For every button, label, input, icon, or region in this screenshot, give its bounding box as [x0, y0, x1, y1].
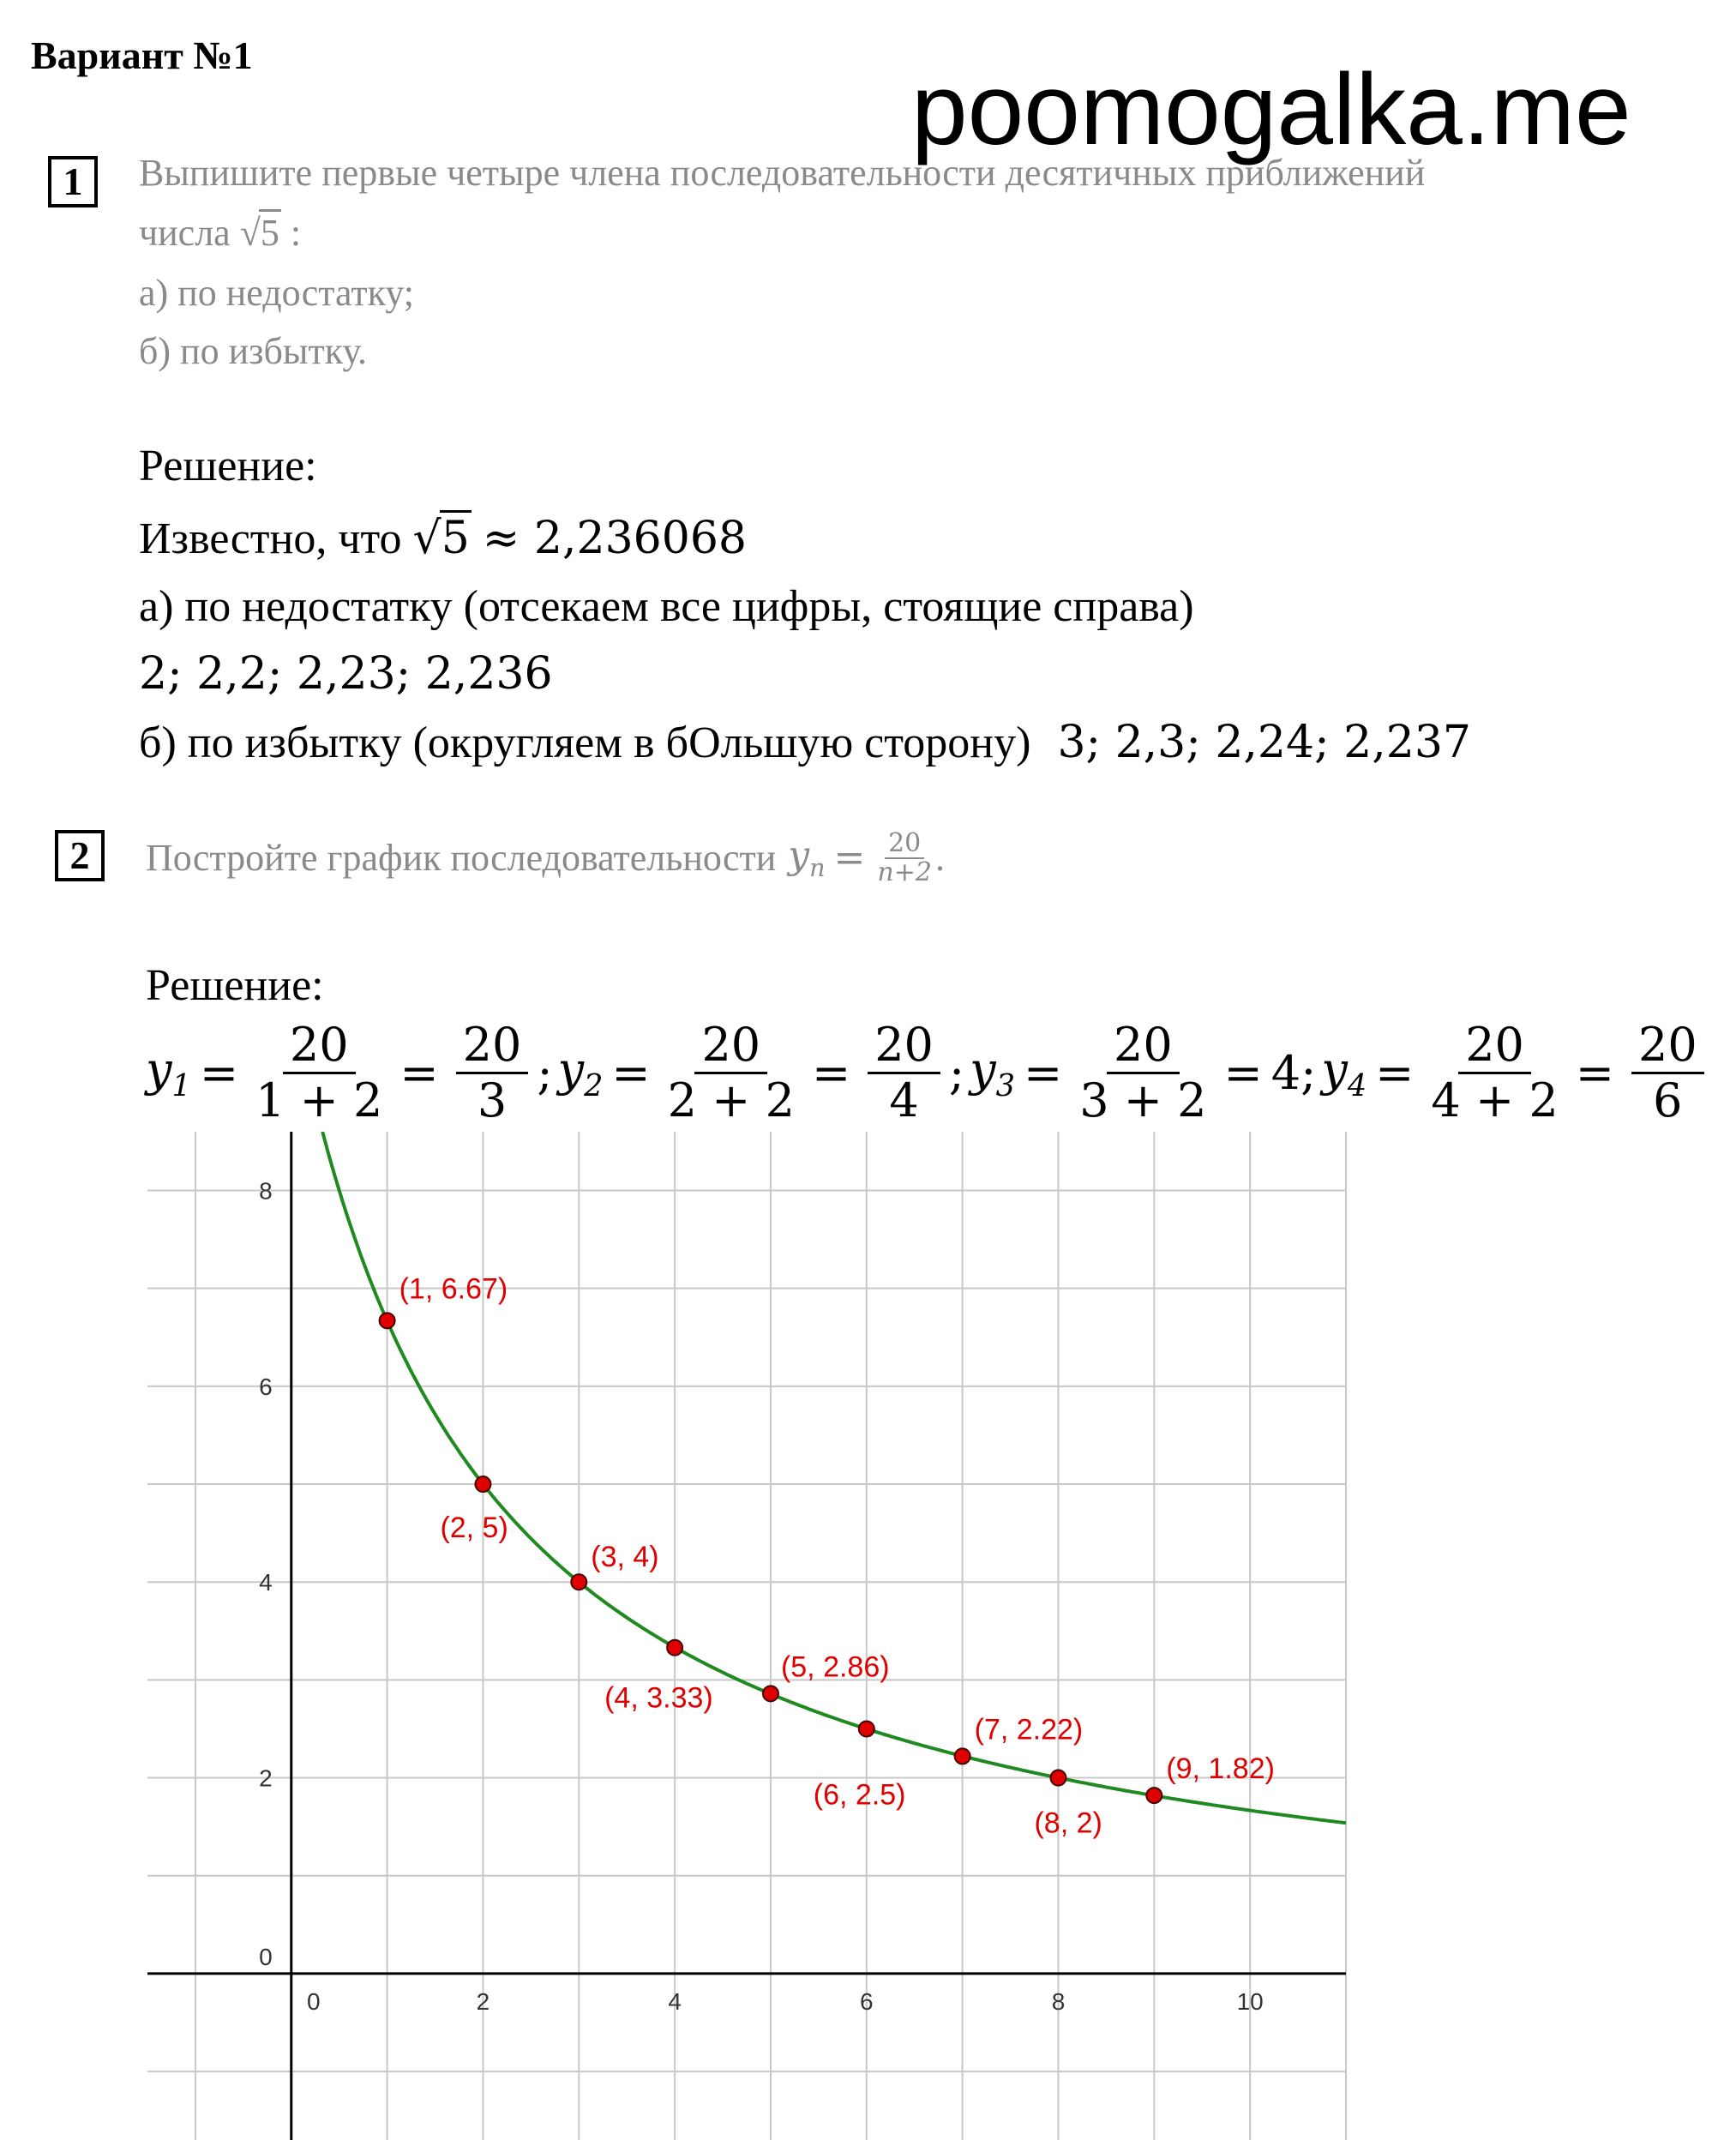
radicand: 5 [259, 209, 281, 254]
data-point [571, 1574, 586, 1590]
y-tick-label: 6 [259, 1373, 273, 1400]
x-tick-label: 0 [306, 1987, 321, 2015]
point-label: (2, 5) [440, 1512, 508, 1545]
point-label: (8, 2) [1034, 1806, 1102, 1840]
solution-label-2: Решение: [146, 961, 324, 1010]
task2-prompt-line [146, 830, 945, 886]
eq1-lhs: $y_1$ [146, 1043, 191, 1103]
x-tick-label: 4 [668, 1987, 682, 2015]
task2-formula-lhs: $y_n$ [788, 833, 826, 882]
eq4-eq-a: = [1375, 1046, 1415, 1101]
known-suffix: ≈ 2,236068 [482, 513, 747, 564]
eq4-frac1: $\frac{20}{4 + 2}$ [1431, 1018, 1559, 1128]
task2-prompt: Постройте график последовательности [146, 837, 777, 879]
y-tick-label: 8 [259, 1177, 273, 1205]
task2-fraction-den: n+2 [877, 857, 932, 887]
part-b-line [139, 717, 1471, 768]
equals-sign: = [833, 836, 866, 880]
data-point [763, 1686, 778, 1701]
task1-line3: а) по недостатку; [139, 272, 415, 314]
sqrt-symbol: √5 [240, 211, 281, 255]
task2-fraction-num: 20 [885, 830, 924, 859]
task1-line2 [139, 211, 301, 255]
task1-line1: Выпишите первые четыре члена последовательности десятичных приближений [139, 152, 1426, 194]
point-label: (5, 2.86) [780, 1650, 890, 1684]
eq2-eq-a: = [611, 1046, 651, 1101]
x-tick-label: 10 [1236, 1987, 1264, 2015]
eq2-sep: ; [948, 1046, 965, 1101]
part-a-text: а) по недостатку (отсекаем все цифры, стоящие справа) [139, 582, 1194, 631]
task2-period: . [934, 837, 945, 879]
point-label: (1, 6.67) [399, 1272, 508, 1306]
data-point [1050, 1770, 1066, 1786]
y-tick-label: 0 [259, 1943, 273, 1970]
function-curve [322, 1132, 1346, 1823]
data-point [1146, 1788, 1162, 1803]
solution-label-1: Решение: [139, 442, 317, 490]
task-number-1: 1 [48, 156, 98, 207]
eq3-eq-b: = [1223, 1046, 1263, 1101]
eq4-frac2: $\frac{20}{6}$ [1631, 1019, 1704, 1127]
eq4-eq-b: = [1575, 1046, 1614, 1101]
watermark: poomogalka.me [911, 53, 1631, 166]
point-label: (9, 1.82) [1166, 1752, 1275, 1786]
eq2-lhs: $y_2$ [557, 1043, 604, 1103]
eq1-sep: ; [537, 1046, 553, 1101]
task1-line2-suffix: : [290, 212, 302, 254]
part-a-values: 2; 2,2; 2,23; 2,236 [139, 648, 553, 700]
data-point [475, 1476, 490, 1492]
task1-line2-prefix: числа [139, 212, 231, 254]
eq3-eq-a: = [1023, 1046, 1063, 1101]
eq3-sep: ; [1300, 1046, 1317, 1101]
eq2-frac2: $\frac{20}{4}$ [868, 1019, 940, 1127]
x-tick-label: 8 [1051, 1987, 1066, 2015]
y-tick-label: 4 [259, 1569, 273, 1596]
eq4-lhs: $y_4$ [1321, 1043, 1367, 1103]
eq1-frac1: $\frac{20}{1 + 2}$ [255, 1018, 383, 1128]
data-point [380, 1313, 395, 1328]
task2-fraction [877, 830, 932, 886]
eq3-frac1: $\frac{20}{3 + 2}$ [1079, 1018, 1207, 1128]
sequence-chart [0, 1132, 1372, 2140]
data-point [667, 1640, 682, 1656]
point-label: (4, 3.33) [604, 1681, 713, 1715]
eq1-eq-b: = [399, 1046, 439, 1101]
data-point [955, 1748, 970, 1764]
eq3-result: 4 [1270, 1046, 1301, 1101]
part-b-text: б) по избытку (округляем в бОльшую сторону) [139, 718, 1031, 767]
eq2-frac1: $\frac{20}{2 + 2}$ [667, 1018, 795, 1128]
point-label: (3, 4) [591, 1541, 659, 1574]
point-label: (7, 2.22) [974, 1713, 1084, 1746]
eq1-frac2: $\frac{20}{3}$ [456, 1019, 529, 1127]
x-tick-label: 2 [476, 1987, 490, 2015]
radicand-2: 5 [440, 510, 472, 564]
sqrt-symbol-2: √5 [413, 513, 472, 564]
y-tick-label: 2 [259, 1764, 273, 1792]
eq1-eq-a: = [199, 1046, 239, 1101]
eq3-lhs: $y_3$ [970, 1043, 1015, 1103]
task-number-2: 2 [55, 830, 105, 881]
part-b-values: 3; 2,3; 2,24; 2,237 [1057, 717, 1472, 768]
equations-row [146, 1019, 1713, 1127]
x-tick-label: 6 [860, 1987, 874, 2015]
page-title: Вариант №1 [31, 33, 253, 77]
data-point [859, 1721, 874, 1736]
eq2-eq-b: = [811, 1046, 851, 1101]
task1-line4: б) по избытку. [139, 330, 368, 372]
point-label: (6, 2.5) [813, 1778, 906, 1812]
known-prefix: Известно, что [139, 514, 402, 563]
known-line [139, 513, 747, 564]
